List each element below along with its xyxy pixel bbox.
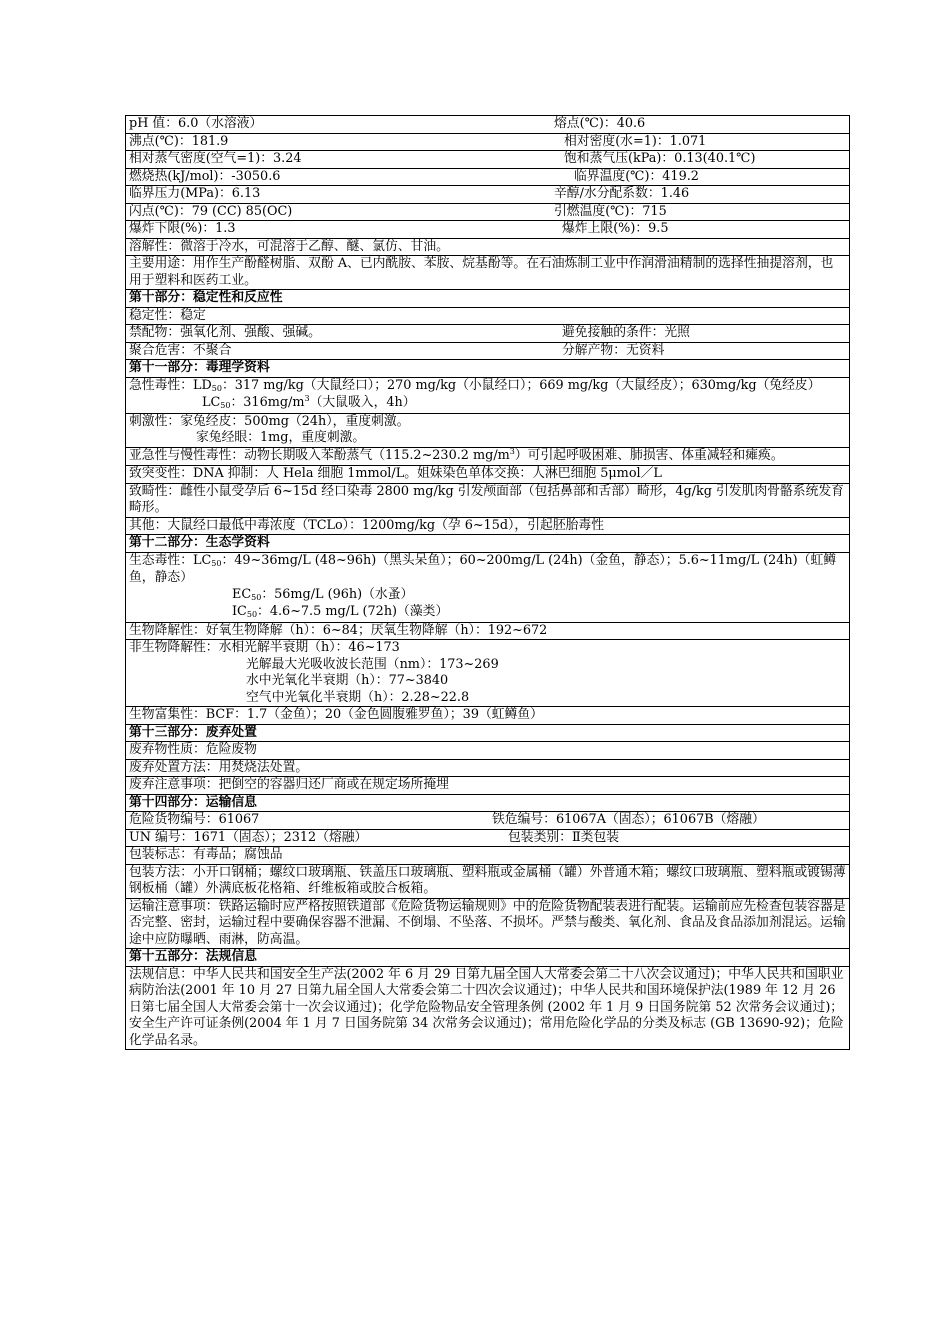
- waste-notes-row: [126, 777, 850, 795]
- solubility: 溶解性：微溶于冷水，可混溶于乙醇、醚、氯仿、甘油。: [126, 238, 850, 256]
- irritation-row: [126, 413, 850, 447]
- pkg-mark-row: [126, 847, 850, 865]
- railway-hazard-number: 铁危编号：61067A（固态）；61067B（熔融）: [492, 812, 765, 827]
- ec50-value: $EC_{50}$：56mg/L (96h)（水蚤）: [232, 586, 414, 602]
- ph-value: pH 值：6.0（水溶液）: [129, 116, 263, 131]
- partition-coefficient: 辛醇/水分配系数：1.46: [554, 186, 690, 201]
- pkg-method-row: [126, 864, 850, 898]
- section-title: 第十三部分：废弃处置: [126, 724, 850, 742]
- solubility-row: [126, 238, 850, 256]
- biodeg-row: [126, 622, 850, 640]
- irritation-skin: 刺激性：家兔经皮：500mg（24h），重度刺激。: [129, 413, 410, 429]
- waste-method: 废弃处置方法：用焚烧法处置。: [126, 759, 850, 777]
- melting-point: 熔点(℃)：40.6: [554, 116, 646, 131]
- ic50-value: $IC_{50}$：4.6~7.5 mg/L (72h)（藻类）: [232, 604, 449, 619]
- polymerization-hazard: 聚合危害：不聚合: [129, 342, 232, 358]
- transport-row: [126, 898, 850, 949]
- acute-toxicity-row: [126, 377, 850, 413]
- section-10-header: [126, 290, 850, 308]
- teratogen-row: [126, 483, 850, 517]
- bcf-row: [126, 707, 850, 725]
- section-title: 第十二部分：生态学资料: [126, 535, 850, 553]
- upper-explosive-limit: 爆炸上限(%)：9.5: [562, 221, 669, 236]
- abiotic-air-oxidation: 空气中光氧化半衰期（h）：2.28~22.8: [246, 689, 470, 705]
- props-row-2: [126, 133, 850, 151]
- polymer-row: [126, 342, 850, 360]
- waste-notes: 废弃注意事项：把倒空的容器归还厂商或在规定场所掩埋: [126, 777, 850, 795]
- waste-nature: 废弃物性质：危险废物: [126, 742, 850, 760]
- combustion-heat: 燃烧热(kJ/mol)：-3050.6: [129, 168, 281, 184]
- critical-pressure: 临界压力(MPa)：6.13: [129, 186, 261, 201]
- acute-toxicity: 急性毒性：$LD_{50}$：317 mg/kg（大鼠经口）；270 mg/kg（小鼠经口）；669 mg/kg（大鼠经皮）；630mg/kg（兔经皮）: [129, 377, 821, 393]
- other-row: [126, 517, 850, 535]
- usage-row: [126, 256, 850, 290]
- mutagen-row: [126, 466, 850, 484]
- regulations: 法规信息：中华人民共和国安全生产法(2002 年 6 月 29 日第九届全国人大常委会第二十八次会议通过)；中华人民共和国职业病防治法(2001 年 10 月 27 日第九届全国人大常委会第二十四次会议通过)；中华人民共和国环境保护法(1989 年 12 月 26 日第七届全国人大常委会第十一次会议通过)；化学危险物品安全管理条例 (2002 年 1 月 9 日国务院第 52 次常务会议通过)；安全生产许可证条例(2004 年 1 月 7 日国务院第 34 次常务会议通过)；常用危险化学品的分类及标志 (GB 13690-92)；危险化学品名录。: [126, 966, 850, 1050]
- chronic-toxicity: 亚急性与慢性毒性：动物长期吸入苯酚蒸气（115.2~230.2 $mg/m^3$）可引起呼吸困难、肺损害、体重减轻和瘫痪。: [126, 447, 850, 466]
- un-row: [126, 829, 850, 847]
- incompatible-materials: 禁配物：强氧化剂、强酸、强碱。: [129, 325, 321, 340]
- critical-temperature: 临界温度(℃)：419.2: [574, 168, 699, 184]
- vapor-pressure: 饱和蒸气压(kPa)：0.13(40.1℃): [564, 151, 756, 166]
- other-toxicity: 其他：大鼠经口最低中毒浓度（TCLo）：1200mg/kg（孕 6~15d），引起胚胎毒性: [126, 517, 850, 535]
- abiotic-water-oxidation: 水中光氧化半衰期（h）：77~3840: [246, 673, 449, 688]
- abiotic-photolysis: 光解最大光吸收波长范围（nm）：173~269: [246, 656, 499, 672]
- props-row-6: [126, 203, 850, 221]
- waste-method-row: [126, 759, 850, 777]
- section-12-header: [126, 535, 850, 553]
- irritation-eye: 家兔经眼：1mg，重度刺激。: [196, 430, 366, 445]
- conditions-to-avoid: 避免接触的条件：光照: [562, 325, 690, 340]
- teratogenicity: 致畸性：雌性小鼠受孕后 6~15d 经口染毒 2800 mg/kg 引发颅面部（包括鼻部和舌部）畸形，4g/kg 引发肌肉骨骼系统发育畸形。: [126, 483, 850, 517]
- section-11-header: [126, 360, 850, 378]
- incompat-row: [126, 325, 850, 343]
- props-row-4: [126, 168, 850, 186]
- props-row-7: [126, 221, 850, 239]
- packing-class: 包装类别：Ⅱ类包装: [508, 829, 620, 845]
- dangerous-goods-number: 危险货物编号：61067: [129, 812, 260, 827]
- msds-table: [125, 115, 850, 1050]
- laws-row: [126, 966, 850, 1050]
- section-title: 第十一部分：毒理学资料: [126, 360, 850, 378]
- boiling-point: 沸点(℃)：181.9: [129, 133, 229, 149]
- stability: 稳定性：稳定: [126, 307, 850, 325]
- biodegradability: 生物降解性：好氧生物降解（h）：6~84；厌氧生物降解（h）：192~672: [126, 622, 850, 640]
- transport-notes: 运输注意事项：铁路运输时应严格按照铁道部《危险货物运输规则》中的危险货物配装表进行配装。运输前应先检查包装容器是否完整、密封，运输过程中要确保容器不泄漏、不倒塌、不坠落、不损坏。严禁与酸类、氧化剂、食品及食品添加剂混运。运输途中应防曝晒、雨淋，防高温。: [126, 898, 850, 949]
- packing-mark: 包装标志：有毒品；腐蚀品: [126, 847, 850, 865]
- un-number: UN 编号：1671（固态）；2312（熔融）: [129, 829, 368, 845]
- section-title: 第十五部分：法规信息: [126, 949, 850, 967]
- chronic-row: [126, 447, 850, 466]
- dg-row: [126, 812, 850, 830]
- section-14-header: [126, 794, 850, 812]
- main-usage: 主要用途：用作生产酚醛树脂、双酚 A、已内酰胺、苯胺、烷基酚等。在石油炼制工业中作润滑油精制的选择性抽提溶剂，也用于塑料和医药工业。: [126, 256, 850, 290]
- section-13-header: [126, 724, 850, 742]
- abiotic-degradation: 非生物降解性：水相光解半衰期（h）：46~173: [129, 640, 400, 655]
- props-row-5: [126, 186, 850, 204]
- section-title: 第十四部分：运输信息: [126, 794, 850, 812]
- waste-nature-row: [126, 742, 850, 760]
- ecotoxicity: 生态毒性：$LC_{50}$：49~36mg/L (48~96h)（黑头呆鱼）；60~200mg/L (24h)（金鱼，静态）；5.6~11mg/L (24h)（虹鳟鱼，静态）: [129, 552, 837, 585]
- relative-density: 相对密度(水=1)：1.071: [564, 133, 707, 149]
- packing-method: 包装方法：小开口钢桶；螺纹口玻璃瓶、铁盖压口玻璃瓶、塑料瓶或金属桶（罐）外普通木箱；螺纹口玻璃瓶、塑料瓶或镀锡薄钢板桶（罐）外满底板花格箱、纤维板箱或胶合板箱。: [126, 864, 850, 898]
- decomposition-products: 分解产物：无资料: [562, 342, 665, 358]
- mutagenicity: 致突变性：DNA 抑制：人 Hela 细胞 1mmol/L。姐妹染色单体交换：人淋巴细胞 5μmol／L: [126, 466, 850, 484]
- props-row-1: [126, 116, 850, 134]
- flash-point: 闪点(℃)：79 (CC) 85(OC): [129, 203, 293, 219]
- lc50-inhalation: $LC_{50}$：$316mg/m^3$（大鼠吸入，4h）: [202, 394, 416, 410]
- ignition-temperature: 引燃温度(℃)：715: [554, 203, 667, 219]
- lower-explosive-limit: 爆炸下限(%)：1.3: [129, 221, 236, 236]
- section-15-header: [126, 949, 850, 967]
- vapor-density: 相对蒸气密度(空气=1)：3.24: [129, 151, 302, 166]
- bioaccumulation: 生物富集性：BCF：1.7（金鱼）；20（金色圆腹雅罗鱼）；39（虹鳟鱼）: [126, 707, 850, 725]
- section-title: 第十部分：稳定性和反应性: [126, 290, 850, 308]
- ecotox-row: [126, 552, 850, 622]
- props-row-3: [126, 151, 850, 169]
- abiotic-row: [126, 640, 850, 707]
- stability-row: [126, 307, 850, 325]
